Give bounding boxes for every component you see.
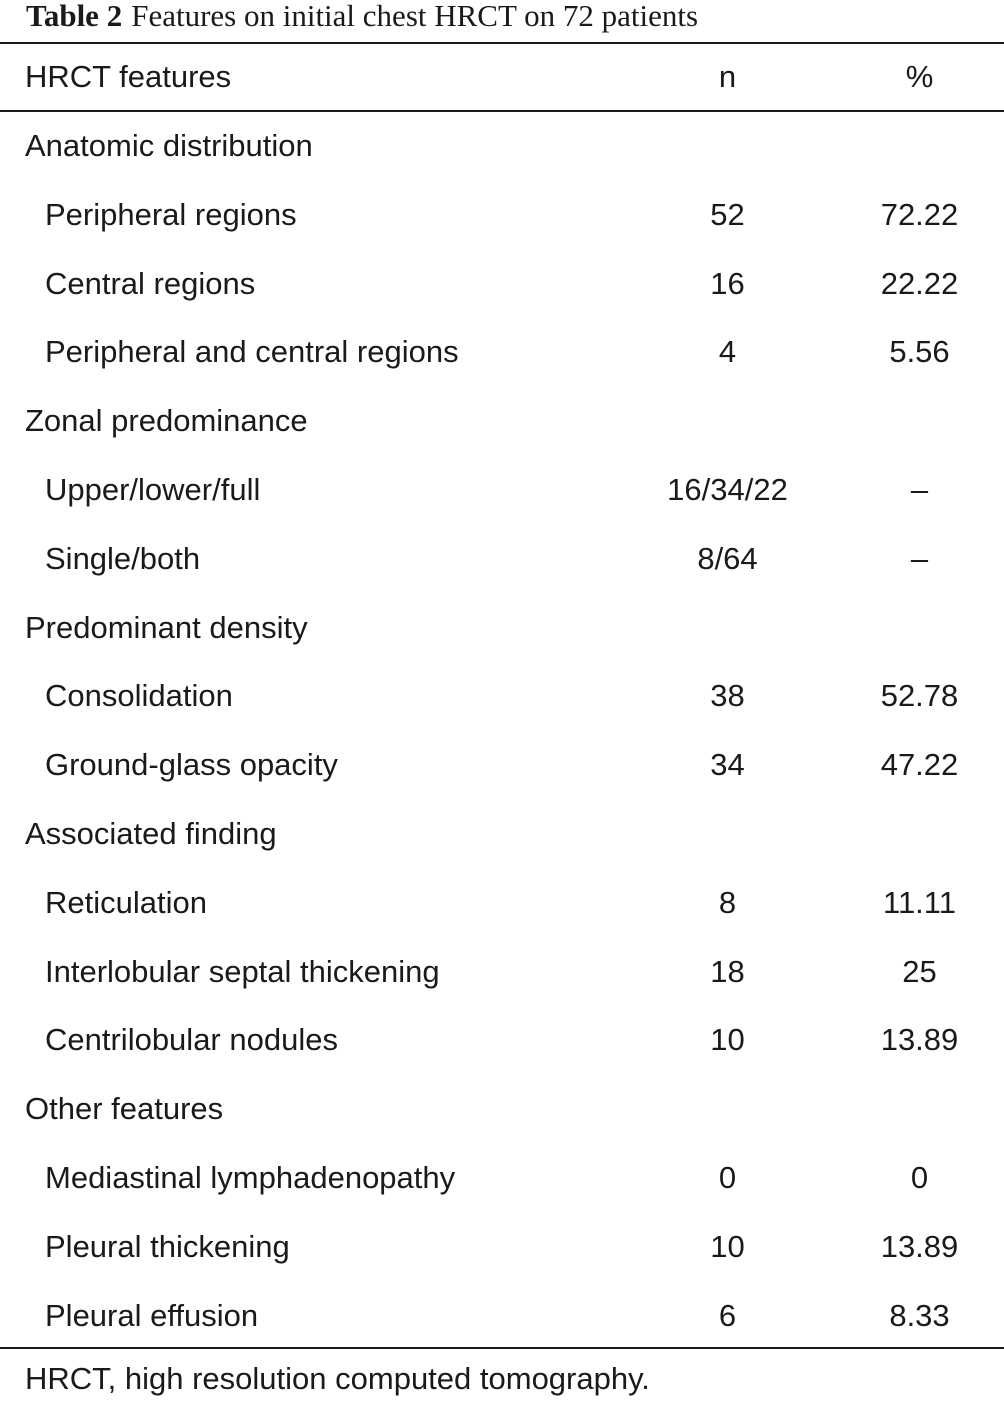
- row-n-value: 0: [718, 1160, 737, 1195]
- row-percent-value: 0: [910, 1160, 929, 1195]
- table-number: Table 2: [26, 0, 123, 33]
- section-label: Zonal predominance: [25, 403, 308, 439]
- table-footnote: HRCT, high resolution computed tomography.: [25, 1361, 650, 1396]
- row-percent-value: 47.22: [880, 747, 959, 783]
- row-n-value: 6: [718, 1297, 737, 1333]
- table-header-row: [0, 44, 1004, 110]
- row-label: Peripheral regions: [45, 196, 297, 232]
- row-label: Ground-glass opacity: [45, 747, 338, 783]
- row-n-value: [620, 112, 835, 181]
- table-section-row: [0, 800, 1004, 869]
- table-row: [0, 181, 1004, 250]
- row-percent-value: 13.89: [880, 1022, 959, 1058]
- row-percent-value: 72.22: [880, 196, 959, 232]
- row-percent-value: [835, 1075, 1004, 1144]
- section-label: Associated finding: [25, 816, 277, 851]
- row-n-value: 18: [710, 953, 745, 989]
- table-row: [0, 662, 1004, 731]
- table-row: [0, 1282, 1004, 1351]
- table-row: [0, 869, 1004, 938]
- row-percent-value: [835, 800, 1004, 869]
- row-percent-value: 22.22: [880, 265, 959, 301]
- row-label: Pleural effusion: [45, 1297, 259, 1333]
- row-percent-value: –: [910, 472, 929, 507]
- row-percent-value: 8.33: [889, 1297, 950, 1333]
- table-row: [0, 525, 1004, 594]
- table-row: [0, 938, 1004, 1007]
- row-label: Consolidation: [45, 678, 233, 714]
- row-label: Single/both: [45, 540, 201, 576]
- table-section-row: [0, 1075, 1004, 1144]
- row-n-value: 34: [710, 747, 745, 783]
- table-section-row: [0, 594, 1004, 663]
- table-title: Features on initial chest HRCT on 72 patients: [131, 0, 699, 33]
- section-label: Other features: [25, 1091, 224, 1127]
- table-row: [0, 250, 1004, 319]
- row-n-value: 8/64: [697, 540, 758, 576]
- row-n-value: 16/34/22: [667, 472, 788, 507]
- row-n-value: 10: [710, 1228, 745, 1264]
- row-n-value: 10: [710, 1022, 745, 1058]
- table-row: [0, 1213, 1004, 1282]
- row-percent-value: 5.56: [889, 334, 950, 370]
- column-header-feature: HRCT features: [25, 59, 232, 94]
- row-label: Reticulation: [45, 884, 207, 920]
- row-n-value: [620, 1075, 835, 1144]
- row-label: Centrilobular nodules: [45, 1022, 338, 1058]
- row-n-value: [620, 800, 835, 869]
- row-percent-value: 52.78: [880, 678, 959, 714]
- row-n-value: 8: [718, 884, 737, 920]
- row-percent-value: 25: [902, 953, 937, 989]
- table-section-row: [0, 112, 1004, 181]
- section-label: Anatomic distribution: [25, 128, 313, 163]
- table-row: [0, 1006, 1004, 1075]
- row-n-value: 4: [718, 334, 737, 370]
- table-caption: [26, 0, 698, 36]
- row-label: Central regions: [45, 265, 256, 301]
- row-label: Upper/lower/full: [45, 472, 261, 507]
- table-row: [0, 318, 1004, 387]
- row-n-value: 16: [710, 265, 745, 301]
- row-percent-value: 13.89: [880, 1228, 959, 1264]
- row-label: Mediastinal lymphadenopathy: [45, 1160, 456, 1195]
- table-row: [0, 731, 1004, 800]
- column-header-n: n: [718, 59, 737, 94]
- row-percent-value: –: [910, 540, 929, 576]
- row-percent-value: [835, 112, 1004, 181]
- row-n-value: 52: [710, 196, 745, 232]
- row-percent-value: [835, 387, 1004, 456]
- table-section-row: [0, 387, 1004, 456]
- table-body: [0, 112, 1004, 1347]
- row-label: Pleural thickening: [45, 1228, 290, 1264]
- section-label: Predominant density: [25, 609, 308, 645]
- row-n-value: [620, 594, 835, 663]
- row-percent-value: [835, 594, 1004, 663]
- table-row: [0, 1144, 1004, 1213]
- column-header-percent: %: [905, 59, 934, 94]
- row-label: Peripheral and central regions: [45, 334, 459, 370]
- table-row: [0, 456, 1004, 525]
- row-n-value: 38: [710, 678, 745, 714]
- row-n-value: [620, 387, 835, 456]
- row-label: Interlobular septal thickening: [45, 953, 440, 989]
- row-percent-value: 11.11: [883, 884, 956, 920]
